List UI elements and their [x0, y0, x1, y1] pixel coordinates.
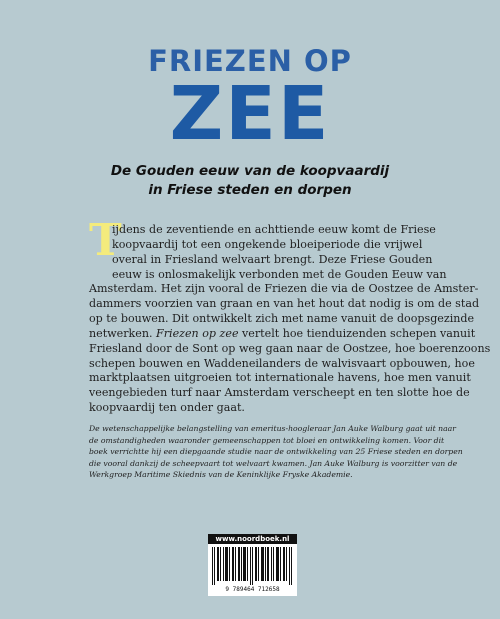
note-line: die vooral dankzij de scheepvaart tot welvaart kwamen. Jan Auke Walburg is voorzitter van de — [89, 458, 458, 468]
subtitle — [0, 162, 500, 200]
body-line-start: netwerken. — [89, 326, 153, 340]
isbn-digits: 9 789464 712658 — [225, 586, 280, 593]
body-line: ijdens de zeventiende en achttiende eeuw komt de Friese — [112, 223, 436, 236]
note-line: boek verrichtte hij een diepgaande studie naar de ontwikkeling van 25 Friese steden en dorpen — [89, 447, 463, 457]
body-line: op te bouwen. Dit ontwikkelt zich met name vanuit de doopsgezinde — [89, 312, 475, 326]
note-line: De wetenschappelijke belangstelling van emeritus-hoogleraar Jan Auke Walburg gaat uit naar — [89, 424, 456, 433]
publisher-url: www.noordboek.nl — [208, 534, 297, 544]
title-line-1: FRIEZEN OP — [148, 44, 352, 78]
body-line: veengebieden turf naar Amsterdam verscheept en ten slotte hoe de — [89, 386, 470, 400]
drop-cap: T — [89, 215, 122, 266]
author-note — [89, 423, 463, 481]
book-title-italic: Friezen op zee — [156, 326, 239, 340]
body-line: Friesland door de Sont op weg gaan naar de Oostzee, hoe boerenzoons — [89, 341, 491, 355]
body-line: schepen bouwen en Waddeneilanders de walvisvaart opbouwen, hoe — [89, 356, 475, 370]
subtitle-line-2: in Friese steden en dorpen — [148, 182, 352, 198]
body-line-with-title — [89, 326, 476, 342]
body-line: overal in Friesland welvaart brengt. Deze Friese Gouden — [112, 252, 433, 266]
body-line: koopvaardij ten onder gaat. — [89, 401, 245, 415]
body-line: eeuw is onlosmakelijk verbonden met de Gouden Eeuw van — [112, 267, 447, 281]
body-line: marktplaatsen uitgroeien tot internationale havens, hoe men vanuit — [89, 371, 471, 385]
body-text — [89, 223, 491, 416]
barcode — [208, 534, 297, 596]
subtitle-line-1: De Gouden eeuw van de koopvaardij — [110, 163, 390, 179]
body-line-rest: vertelt hoe tienduizenden schepen vanuit — [238, 326, 476, 340]
body-line: Amsterdam. Het zijn vooral de Friezen die via de Oostzee de Amster- — [89, 282, 479, 296]
barcode-bars-icon — [212, 547, 293, 585]
body-line: dammers voorzien van graan en van het hout dat nodig is om de stad — [89, 297, 480, 311]
note-line: Werkgroep Maritime Skiednis van de Keninklijke Fryske Akademie. — [89, 470, 353, 480]
title-line-2: ZEE — [169, 71, 331, 157]
body-line: koopvaardij tot een ongekende bloeiperiode die vrijwel — [112, 237, 423, 251]
note-line: de omstandigheden waaronder gemeenschappen tot bloei en ontwikkeling komen. Voor dit — [89, 435, 445, 445]
